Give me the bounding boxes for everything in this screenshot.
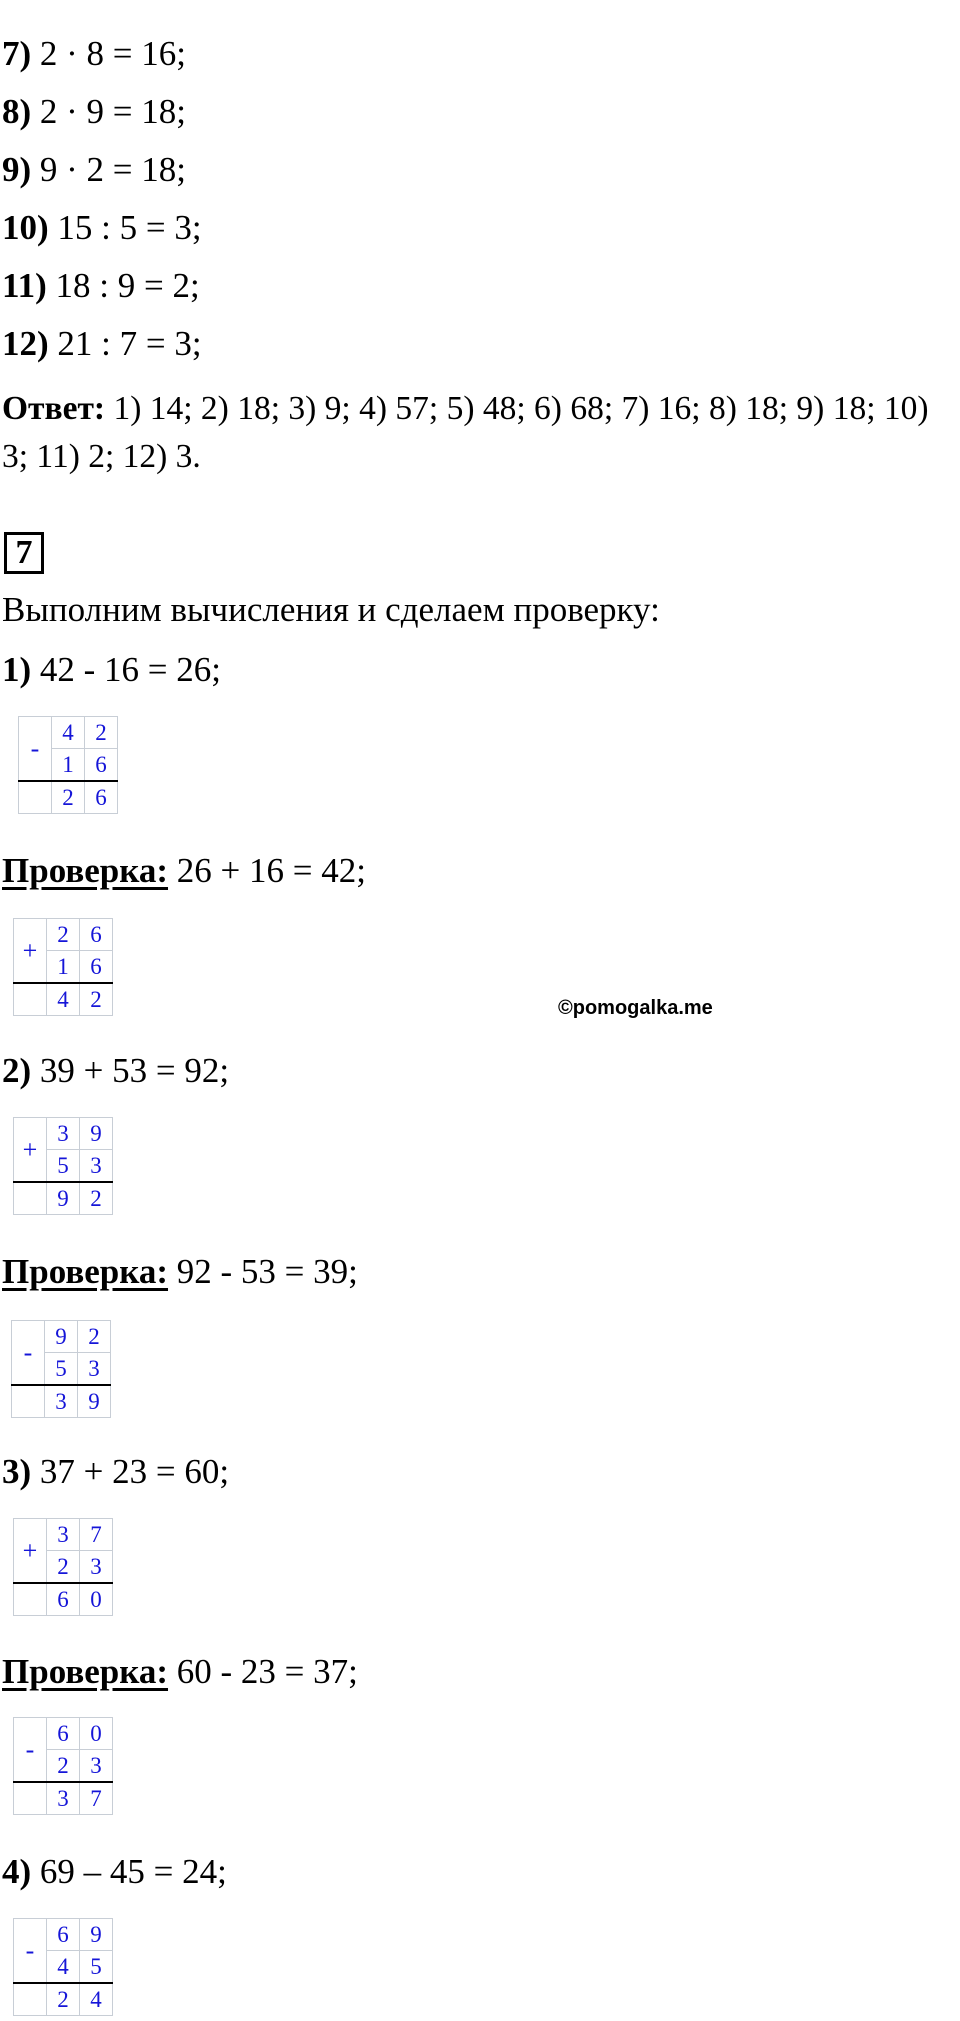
column-calc-4 xyxy=(13,1918,113,2016)
item-4-expression xyxy=(2,1852,227,1892)
digit: 3 xyxy=(45,1385,78,1418)
line-number: 11) xyxy=(2,266,47,305)
digit: 2 xyxy=(47,1983,80,2016)
column-calc-2 xyxy=(13,1117,113,1215)
solution-line-8 xyxy=(2,92,186,132)
item-number: 3) xyxy=(2,1452,32,1491)
digit: 4 xyxy=(80,1983,113,2016)
line-expression: 15 : 5 = 3; xyxy=(48,208,202,247)
digit: 9 xyxy=(80,1118,113,1150)
digit: 9 xyxy=(45,1321,78,1353)
check-label: Проверка: xyxy=(2,851,169,890)
operator-sign: - xyxy=(19,717,52,782)
check-expr: 60 - 23 = 37; xyxy=(168,1652,358,1691)
item-number: 1) xyxy=(2,650,32,689)
solution-line-11 xyxy=(2,266,200,306)
digit: 2 xyxy=(47,1551,80,1584)
digit: 1 xyxy=(52,749,85,782)
item-expr: 37 + 23 = 60; xyxy=(31,1452,230,1491)
digit: 6 xyxy=(47,1718,80,1750)
item-number: 4) xyxy=(2,1852,32,1891)
check-expr: 26 + 16 = 42; xyxy=(168,851,366,890)
solution-line-9 xyxy=(2,150,186,190)
empty-cell xyxy=(12,1385,45,1418)
item-2-expression xyxy=(2,1051,229,1091)
digit: 3 xyxy=(47,1519,80,1551)
column-check-3 xyxy=(13,1717,113,1815)
digit: 3 xyxy=(80,1551,113,1584)
column-check-1 xyxy=(13,918,113,1016)
solution-line-7 xyxy=(2,34,186,74)
check-label: Проверка: xyxy=(2,1252,169,1291)
empty-cell xyxy=(14,1583,47,1616)
operator-sign: + xyxy=(14,1118,47,1183)
digit: 1 xyxy=(47,951,80,984)
digit: 2 xyxy=(47,919,80,951)
item-expr: 39 + 53 = 92; xyxy=(31,1051,230,1090)
digit: 6 xyxy=(80,919,113,951)
digit: 6 xyxy=(80,951,113,984)
digit: 0 xyxy=(80,1718,113,1750)
line-number: 12) xyxy=(2,324,49,363)
digit: 3 xyxy=(80,1150,113,1183)
line-expression: 2 · 8 = 16; xyxy=(31,34,187,73)
digit: 2 xyxy=(80,1182,113,1215)
item-expr: 42 - 16 = 26; xyxy=(31,650,222,689)
empty-cell xyxy=(14,983,47,1016)
digit: 6 xyxy=(47,1583,80,1616)
task-intro: Выполним вычисления и сделаем проверку: xyxy=(2,590,660,629)
digit: 2 xyxy=(85,717,118,749)
item-expr: 69 – 45 = 24; xyxy=(31,1852,227,1891)
digit: 3 xyxy=(80,1750,113,1783)
solution-line-10 xyxy=(2,208,202,248)
line-expression: 2 · 9 = 18; xyxy=(31,92,187,131)
task-number-box: 7 xyxy=(4,532,44,574)
item-3-check xyxy=(2,1652,358,1692)
digit: 3 xyxy=(47,1782,80,1815)
item-2-check xyxy=(2,1252,358,1292)
digit: 7 xyxy=(80,1519,113,1551)
line-expression: 9 · 2 = 18; xyxy=(31,150,187,189)
digit: 0 xyxy=(80,1583,113,1616)
empty-cell xyxy=(14,1983,47,2016)
empty-cell xyxy=(19,781,52,814)
operator-sign: - xyxy=(12,1321,45,1386)
item-number: 2) xyxy=(2,1051,32,1090)
digit: 6 xyxy=(85,781,118,814)
digit: 2 xyxy=(52,781,85,814)
line-number: 8) xyxy=(2,92,32,131)
digit: 7 xyxy=(80,1782,113,1815)
digit: 9 xyxy=(80,1919,113,1951)
answer-text: 1) 14; 2) 18; 3) 9; 4) 57; 5) 48; 6) 68; 7) 16; 8) 18; 9) 18; 10) 3; 11) 2; 12) 3. xyxy=(2,390,929,475)
operator-sign: - xyxy=(14,1718,47,1783)
empty-cell xyxy=(14,1182,47,1215)
digit: 5 xyxy=(45,1353,78,1386)
check-label: Проверка: xyxy=(2,1652,169,1691)
line-expression: 21 : 7 = 3; xyxy=(48,324,202,363)
operator-sign: + xyxy=(14,919,47,984)
empty-cell xyxy=(14,1782,47,1815)
digit: 9 xyxy=(78,1385,111,1418)
column-check-2 xyxy=(11,1320,111,1418)
digit: 5 xyxy=(80,1951,113,1984)
line-expression: 18 : 9 = 2; xyxy=(46,266,200,305)
digit: 2 xyxy=(78,1321,111,1353)
column-calc-3 xyxy=(13,1518,113,1616)
answer-label: Ответ: xyxy=(2,390,106,427)
digit: 3 xyxy=(78,1353,111,1386)
line-number: 7) xyxy=(2,34,32,73)
digit: 4 xyxy=(52,717,85,749)
operator-sign: + xyxy=(14,1519,47,1584)
solution-line-12 xyxy=(2,324,202,364)
digit: 2 xyxy=(47,1750,80,1783)
digit: 6 xyxy=(47,1919,80,1951)
item-1-expression xyxy=(2,650,221,690)
digit: 9 xyxy=(47,1182,80,1215)
check-expr: 92 - 53 = 39; xyxy=(168,1252,358,1291)
line-number: 9) xyxy=(2,150,32,189)
digit: 6 xyxy=(85,749,118,782)
digit: 4 xyxy=(47,983,80,1016)
digit: 3 xyxy=(47,1118,80,1150)
digit: 5 xyxy=(47,1150,80,1183)
watermark: ©pomogalka.me xyxy=(558,997,713,1019)
operator-sign: - xyxy=(14,1919,47,1984)
item-3-expression xyxy=(2,1452,229,1492)
digit: 2 xyxy=(80,983,113,1016)
line-number: 10) xyxy=(2,208,49,247)
column-calc-1 xyxy=(18,716,118,814)
item-1-check xyxy=(2,851,366,891)
digit: 4 xyxy=(47,1951,80,1984)
answer-paragraph xyxy=(2,385,958,481)
